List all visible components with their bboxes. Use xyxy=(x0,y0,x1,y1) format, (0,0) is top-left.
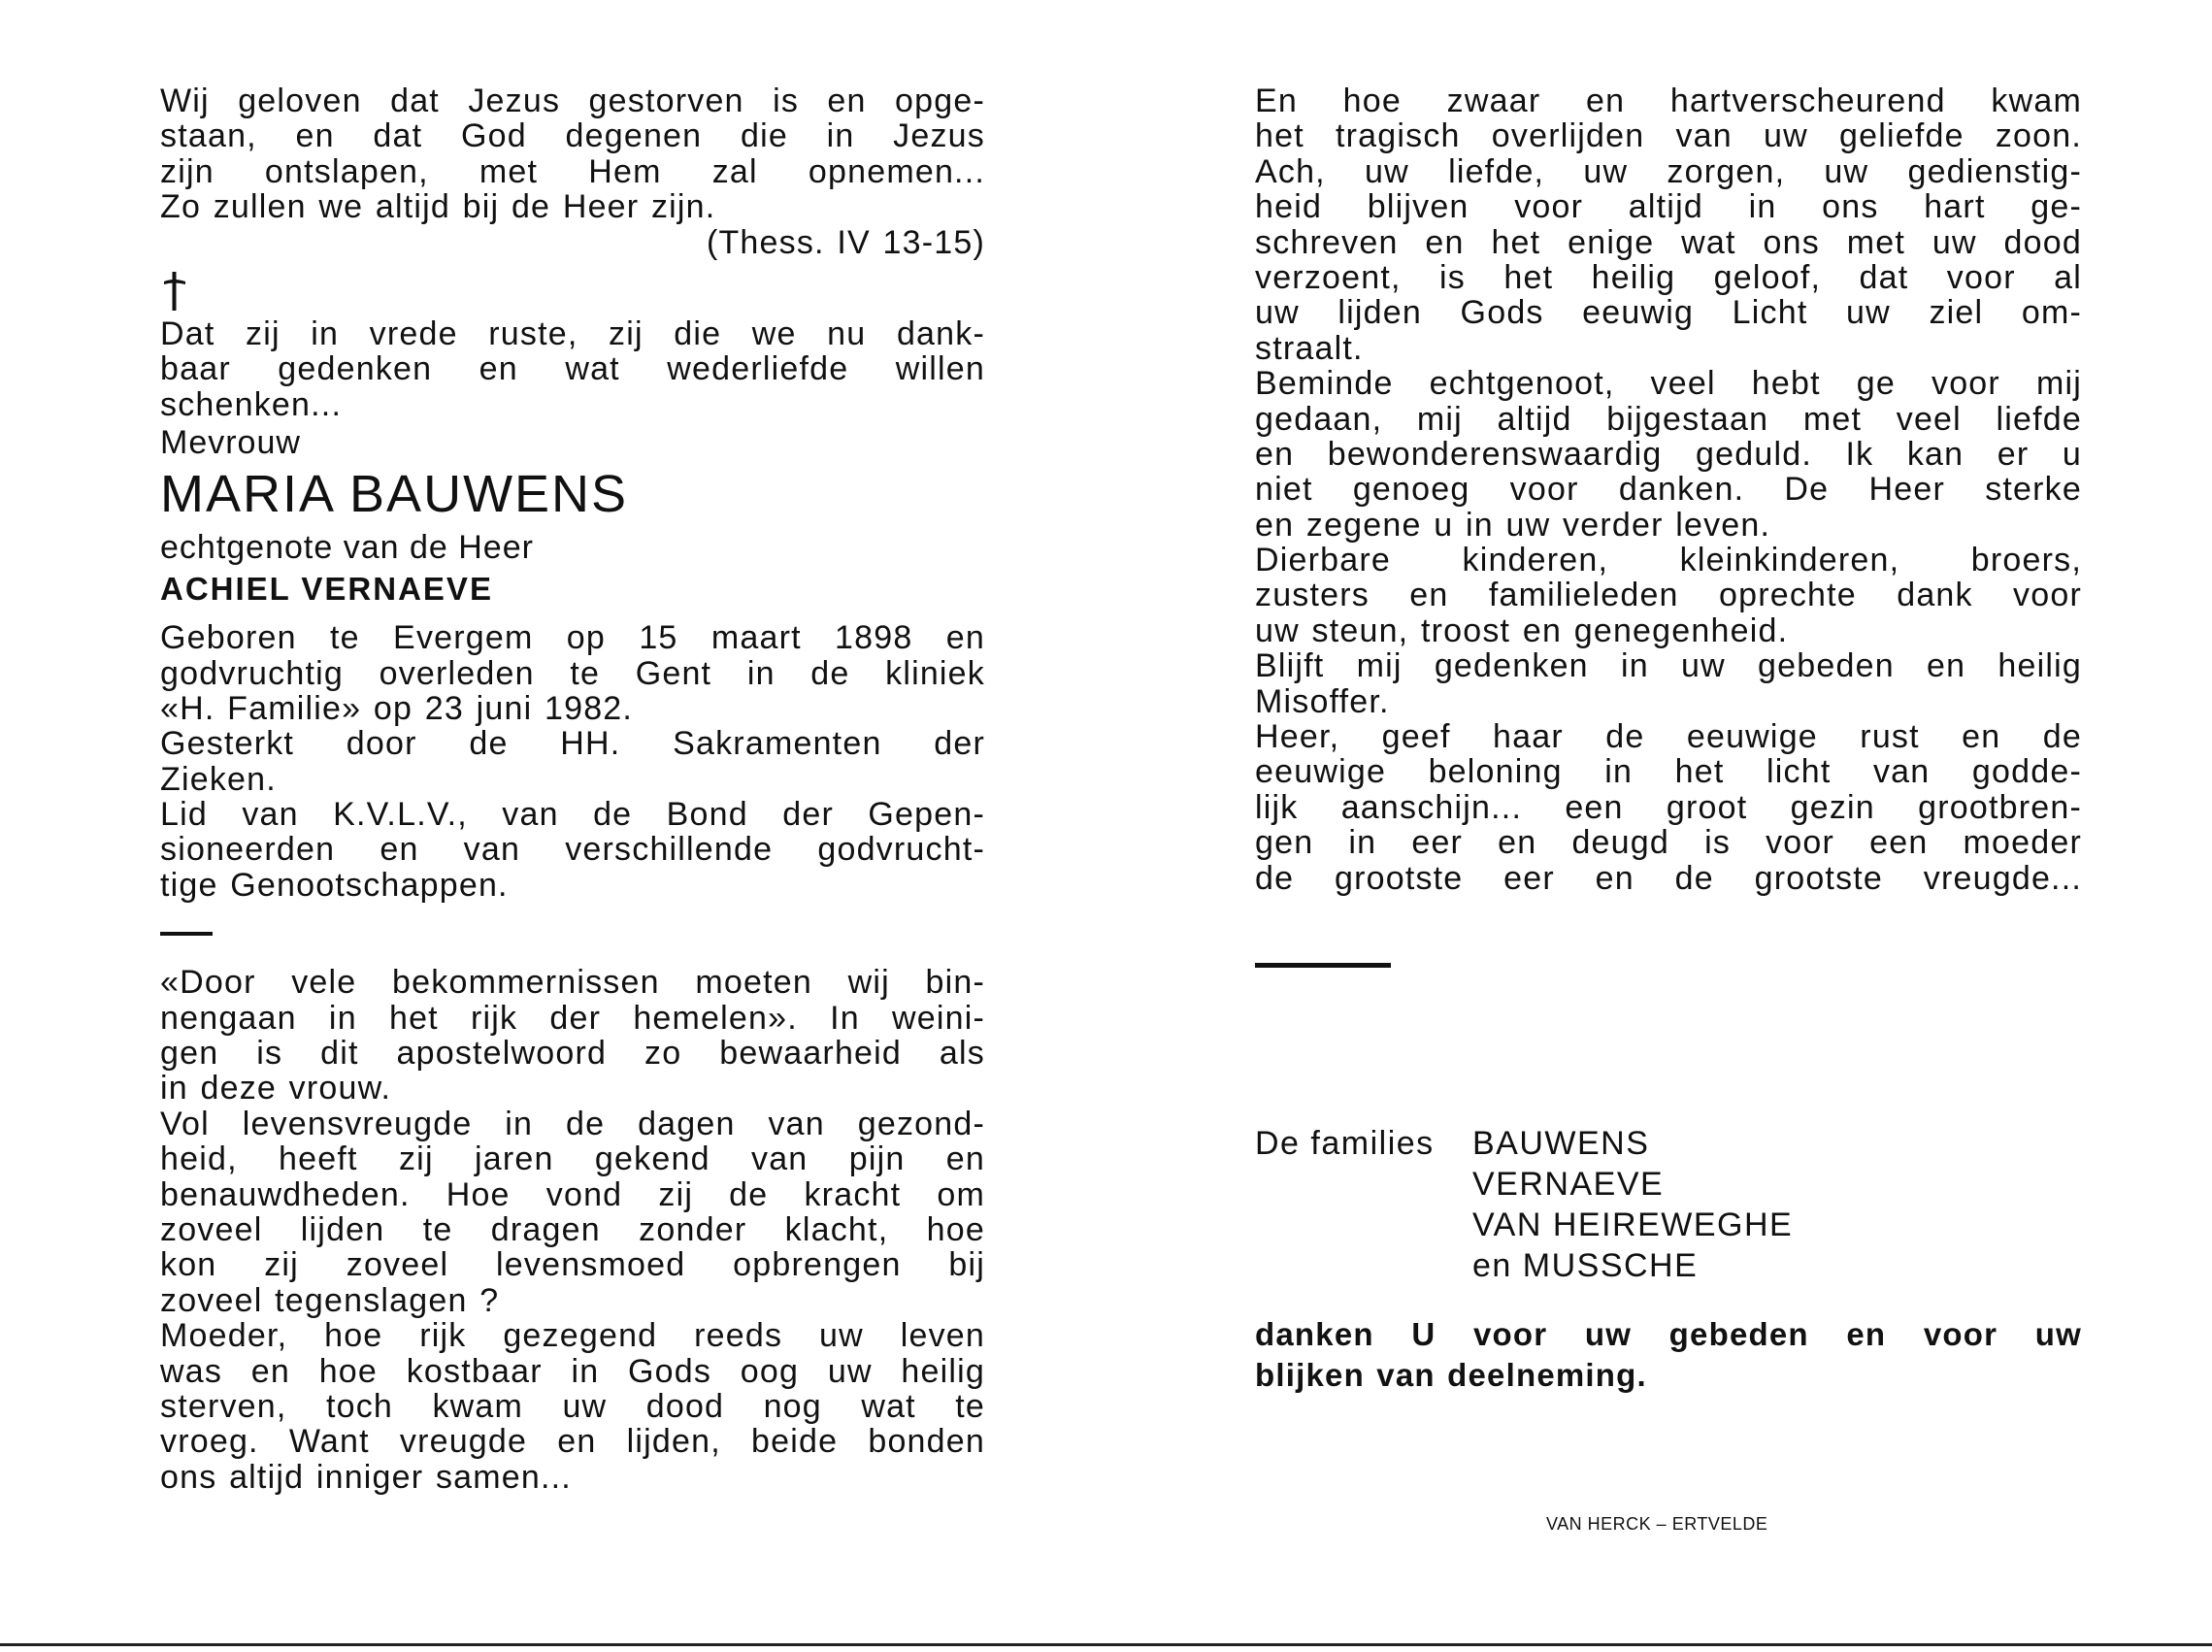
tribute-line: zoveel lijden te dragen zonder klacht, hoe xyxy=(160,1210,985,1248)
message-line: schreven en het enige wat ons met uw dood xyxy=(1255,223,2082,261)
tribute-line: nengaan in het rijk der hemelen». In weini- xyxy=(160,999,985,1037)
section-divider xyxy=(1255,963,1391,968)
message-line: gedaan, mij altijd bijgestaan met veel liefde xyxy=(1255,400,2082,438)
bio-line: Gesterkt door de HH. Sakramenten der xyxy=(160,725,985,763)
bio-line: Geboren te Evergem op 15 maart 1898 en xyxy=(160,619,985,657)
families-lead: De families xyxy=(1255,1125,1435,1162)
bio-line: godvruchtig overleden te Gent in de kliniek xyxy=(160,654,985,692)
verse-line: zijn ontslapen, met Hem zal opnemen... xyxy=(160,152,985,190)
tribute-line: kon zij zoveel levensmoed opbrengen bij xyxy=(160,1246,985,1284)
family-name: BAUWENS xyxy=(1472,1125,1650,1162)
tribute-line: gen is dit apostelwoord zo bewaarheid als xyxy=(160,1035,985,1073)
biography xyxy=(160,620,985,903)
message-line: Blijft mij gedenken in uw gebeden en heilig xyxy=(1255,647,2082,685)
tribute-line: Vol levensvreugde in de dagen van gezond- xyxy=(160,1105,985,1142)
bio-line: tige Genootschappen. xyxy=(160,866,509,904)
message-line: En hoe zwaar en hartverscheurend kwam xyxy=(1255,83,2082,119)
tribute-line: sterven, toch kwam uw dood nog wat te xyxy=(160,1387,985,1425)
scripture-verse xyxy=(160,83,985,260)
tribute-line: benauwdheden. Hoe vond zij de kracht om xyxy=(160,1175,985,1213)
verse-line: Wij geloven dat Jezus gestorven is en opge- xyxy=(160,83,985,119)
verse-line: Zo zullen we altijd bij de Heer zijn. xyxy=(160,188,716,226)
thanks-line: danken U voor uw gebeden en voor uw xyxy=(1255,1316,2082,1352)
message-line: de grootste eer en de grootste vreugde... xyxy=(1255,859,2082,897)
bio-line: «H. Familie» op 23 juni 1982. xyxy=(160,689,634,727)
right-column xyxy=(1255,83,2082,896)
message-line: lijk aanschijn... een groot gezin grootbren- xyxy=(1255,788,2082,826)
rest-line: Dat zij in vrede ruste, zij die we nu dank- xyxy=(160,314,985,352)
bio-line: Lid van K.V.L.V., van de Bond der Gepen- xyxy=(160,796,985,834)
tribute-line: vroeg. Want vreugde en lijden, beide bonden xyxy=(160,1423,985,1461)
thanks-text xyxy=(1255,1314,2082,1396)
rest-line: schenken... xyxy=(160,385,343,423)
tribute-line: «Door vele bekommernissen moeten wij bin- xyxy=(160,964,985,1002)
section-divider xyxy=(160,932,213,936)
thanks-line: blijken van deelneming. xyxy=(1255,1357,1647,1393)
message-line: en zegene u in uw verder leven. xyxy=(1255,506,1771,544)
message-line: Dierbare kinderen, kleinkinderen, broers, xyxy=(1255,542,2082,579)
message-line: Beminde echtgenoot, veel hebt ge voor mij xyxy=(1255,365,2082,403)
message-line: Heer, geef haar de eeuwige rust en de xyxy=(1255,718,2082,756)
message-line: uw lijden Gods eeuwig Licht uw ziel om- xyxy=(1255,294,2082,332)
rest-line: baar gedenken en wat wederliefde willen xyxy=(160,350,985,388)
message-line: en bewonderenswaardig geduld. Ik kan er u xyxy=(1255,435,2082,473)
message-line: verzoent, is het heilig geloof, dat voor al xyxy=(1255,258,2082,296)
bio-line: sioneerden en van verschillende godvrucht- xyxy=(160,831,985,869)
bio-line: Zieken. xyxy=(160,760,277,798)
spouse-name: ACHIEL VERNAEVE xyxy=(160,571,493,608)
latin-cross-icon xyxy=(160,260,985,316)
tribute-line: ons altijd inniger samen... xyxy=(160,1458,572,1496)
message-line: heid blijven voor altijd in ons hart ge- xyxy=(1255,188,2082,226)
message-line: het tragisch overlijden van uw geliefde zoon. xyxy=(1255,117,2082,155)
family-name: en MUSSCHE xyxy=(1472,1247,1699,1284)
tribute-line: heid, heeft zij jaren gekend van pijn en xyxy=(160,1140,985,1178)
message-line: Misoffer. xyxy=(1255,682,1390,720)
tribute-line: Moeder, hoe rijk gezegend reeds uw leven xyxy=(160,1317,985,1355)
message-line: uw steun, troost en genegenheid. xyxy=(1255,611,1789,649)
message-line: Ach, uw liefde, uw zorgen, uw gedienstig- xyxy=(1255,152,2082,190)
tribute-line: in deze vrouw. xyxy=(160,1070,392,1107)
message-line: zusters en familieleden oprechte dank voor xyxy=(1255,577,2082,614)
verse-line: staan, en dat God degenen die in Jezus xyxy=(160,117,985,155)
message-line: gen in eer en deugd is voor een moeder xyxy=(1255,824,2082,862)
tribute-text xyxy=(160,965,985,1495)
rest-in-peace-text xyxy=(160,316,985,422)
printer-credit: VAN HERCK – ERTVELDE xyxy=(1546,1514,1768,1534)
message-line: straalt. xyxy=(1255,329,1364,367)
message-line: niet genoeg voor danken. De Heer sterke xyxy=(1255,471,2082,509)
family-name: VAN HEIREWEGHE xyxy=(1472,1206,1794,1243)
honorific-title: Mevrouw xyxy=(160,424,301,462)
verse-reference: (Thess. IV 13-15) xyxy=(706,223,985,261)
spouse-intro: echtgenote van de Heer xyxy=(160,529,534,567)
family-name: VERNAEVE xyxy=(1472,1166,1665,1203)
message-line: eeuwige beloning in het licht van godde- xyxy=(1255,753,2082,791)
bottom-edge-line xyxy=(0,1643,2212,1646)
tribute-line: zoveel tegenslagen ? xyxy=(160,1281,500,1319)
left-column xyxy=(160,83,985,1495)
tribute-line: was en hoe kostbaar in Gods oog uw heilig xyxy=(160,1352,985,1390)
deceased-name: MARIA BAUWENS xyxy=(160,465,629,524)
